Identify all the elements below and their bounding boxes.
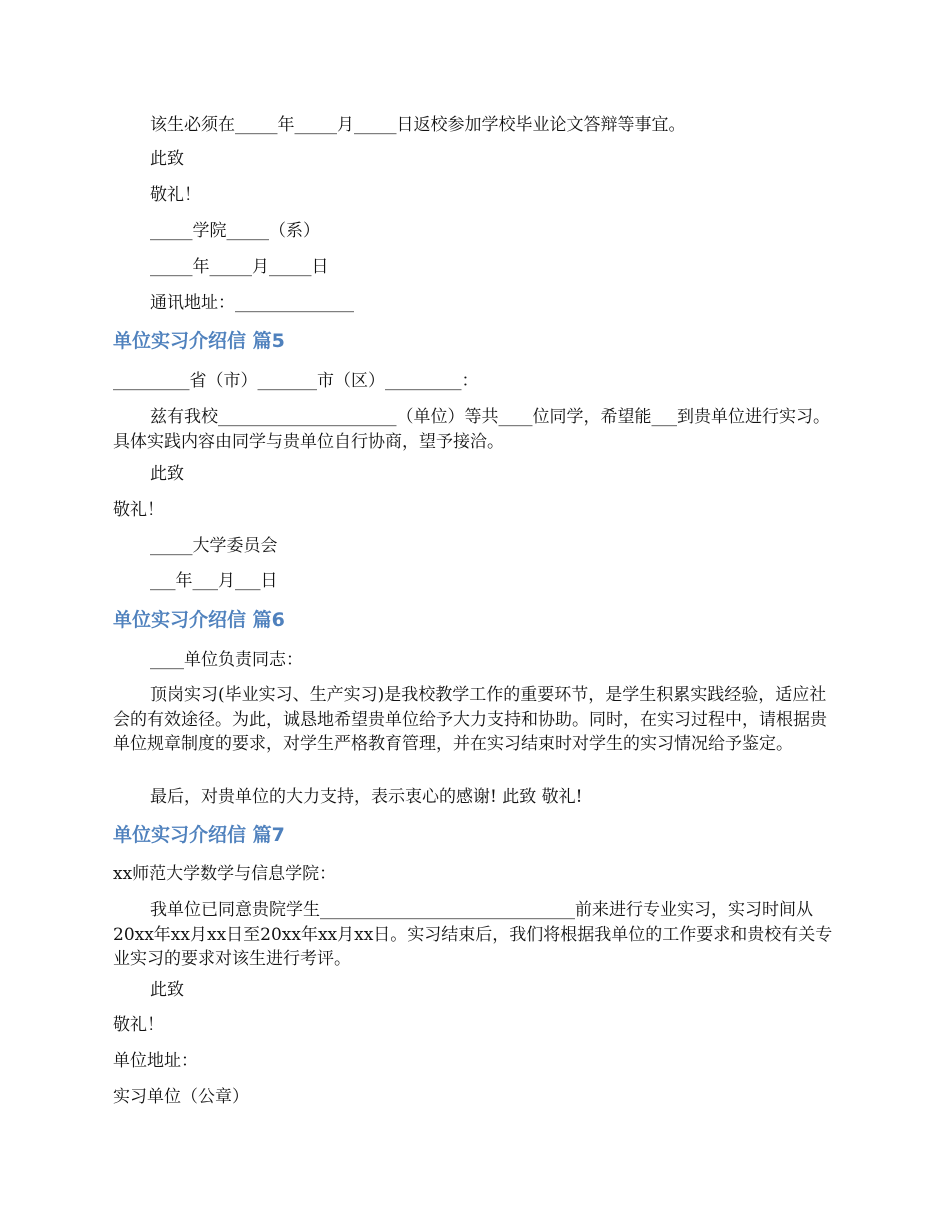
date-line: ___年___月___日 — [150, 571, 278, 591]
section-heading-7: 单位实习介绍信 篇7 — [113, 824, 285, 846]
college-line: _____学院_____（系） — [150, 221, 320, 241]
unit-address-line: 单位地址： — [113, 1051, 198, 1071]
section-heading-6: 单位实习介绍信 篇6 — [113, 609, 285, 631]
committee-line: _____大学委员会 — [150, 536, 278, 556]
jingli-line: 敬礼！ — [113, 500, 164, 520]
salutation-line: _________省（市）_______市（区）_________： — [113, 371, 479, 391]
cizhi-line: 此致 — [150, 149, 184, 169]
return-date-line: 该生必须在_____年_____月_____日返校参加学校毕业论文答辩等事宜。 — [150, 115, 686, 135]
section-heading-5: 单位实习介绍信 篇5 — [113, 330, 285, 352]
jingli-line: 敬礼！ — [113, 1015, 164, 1035]
cizhi-line: 此致 — [150, 464, 184, 484]
unit-seal-line: 实习单位（公章） — [113, 1087, 249, 1107]
body-paragraph: 顶岗实习(毕业实习、生产实习)是我校教学工作的重要环节，是学生积累实践经验，适应社会的有效途径。为此，诚恳地希望贵单位给予大力支持和协助。同时，在实习过程中，请根据贵单位规章制度的要求，对学生严格教育管理，并在实习结束时对学生的实习情况给予鉴定。 — [113, 685, 827, 754]
body-paragraph: 我单位已同意贵院学生______________________________前来进行专业实习，实习时间从20xx年xx月xx日至20xx年xx月xx日。实习结束后，我们将根据我单位的工作要求和贵校有关专业实习的要求对该生进行考评。 — [113, 900, 833, 969]
body-paragraph: 兹有我校_____________________（单位）等共____位同学，希望能___到贵单位进行实习。具体实践内容由同学与贵单位自行协商，望予接洽。 — [113, 407, 830, 452]
cizhi-line: 此致 — [150, 980, 184, 1000]
date-line: _____年_____月_____日 — [150, 257, 329, 277]
salutation-line: ____单位负责同志： — [150, 650, 303, 670]
closing-line: 最后，对贵单位的大力支持，表示衷心的感谢! 此致 敬礼! — [150, 787, 583, 807]
address-line: 通讯地址：______________ — [150, 293, 354, 313]
jingli-line: 敬礼！ — [150, 185, 201, 205]
salutation-line: xx师范大学数学与信息学院： — [113, 864, 337, 884]
